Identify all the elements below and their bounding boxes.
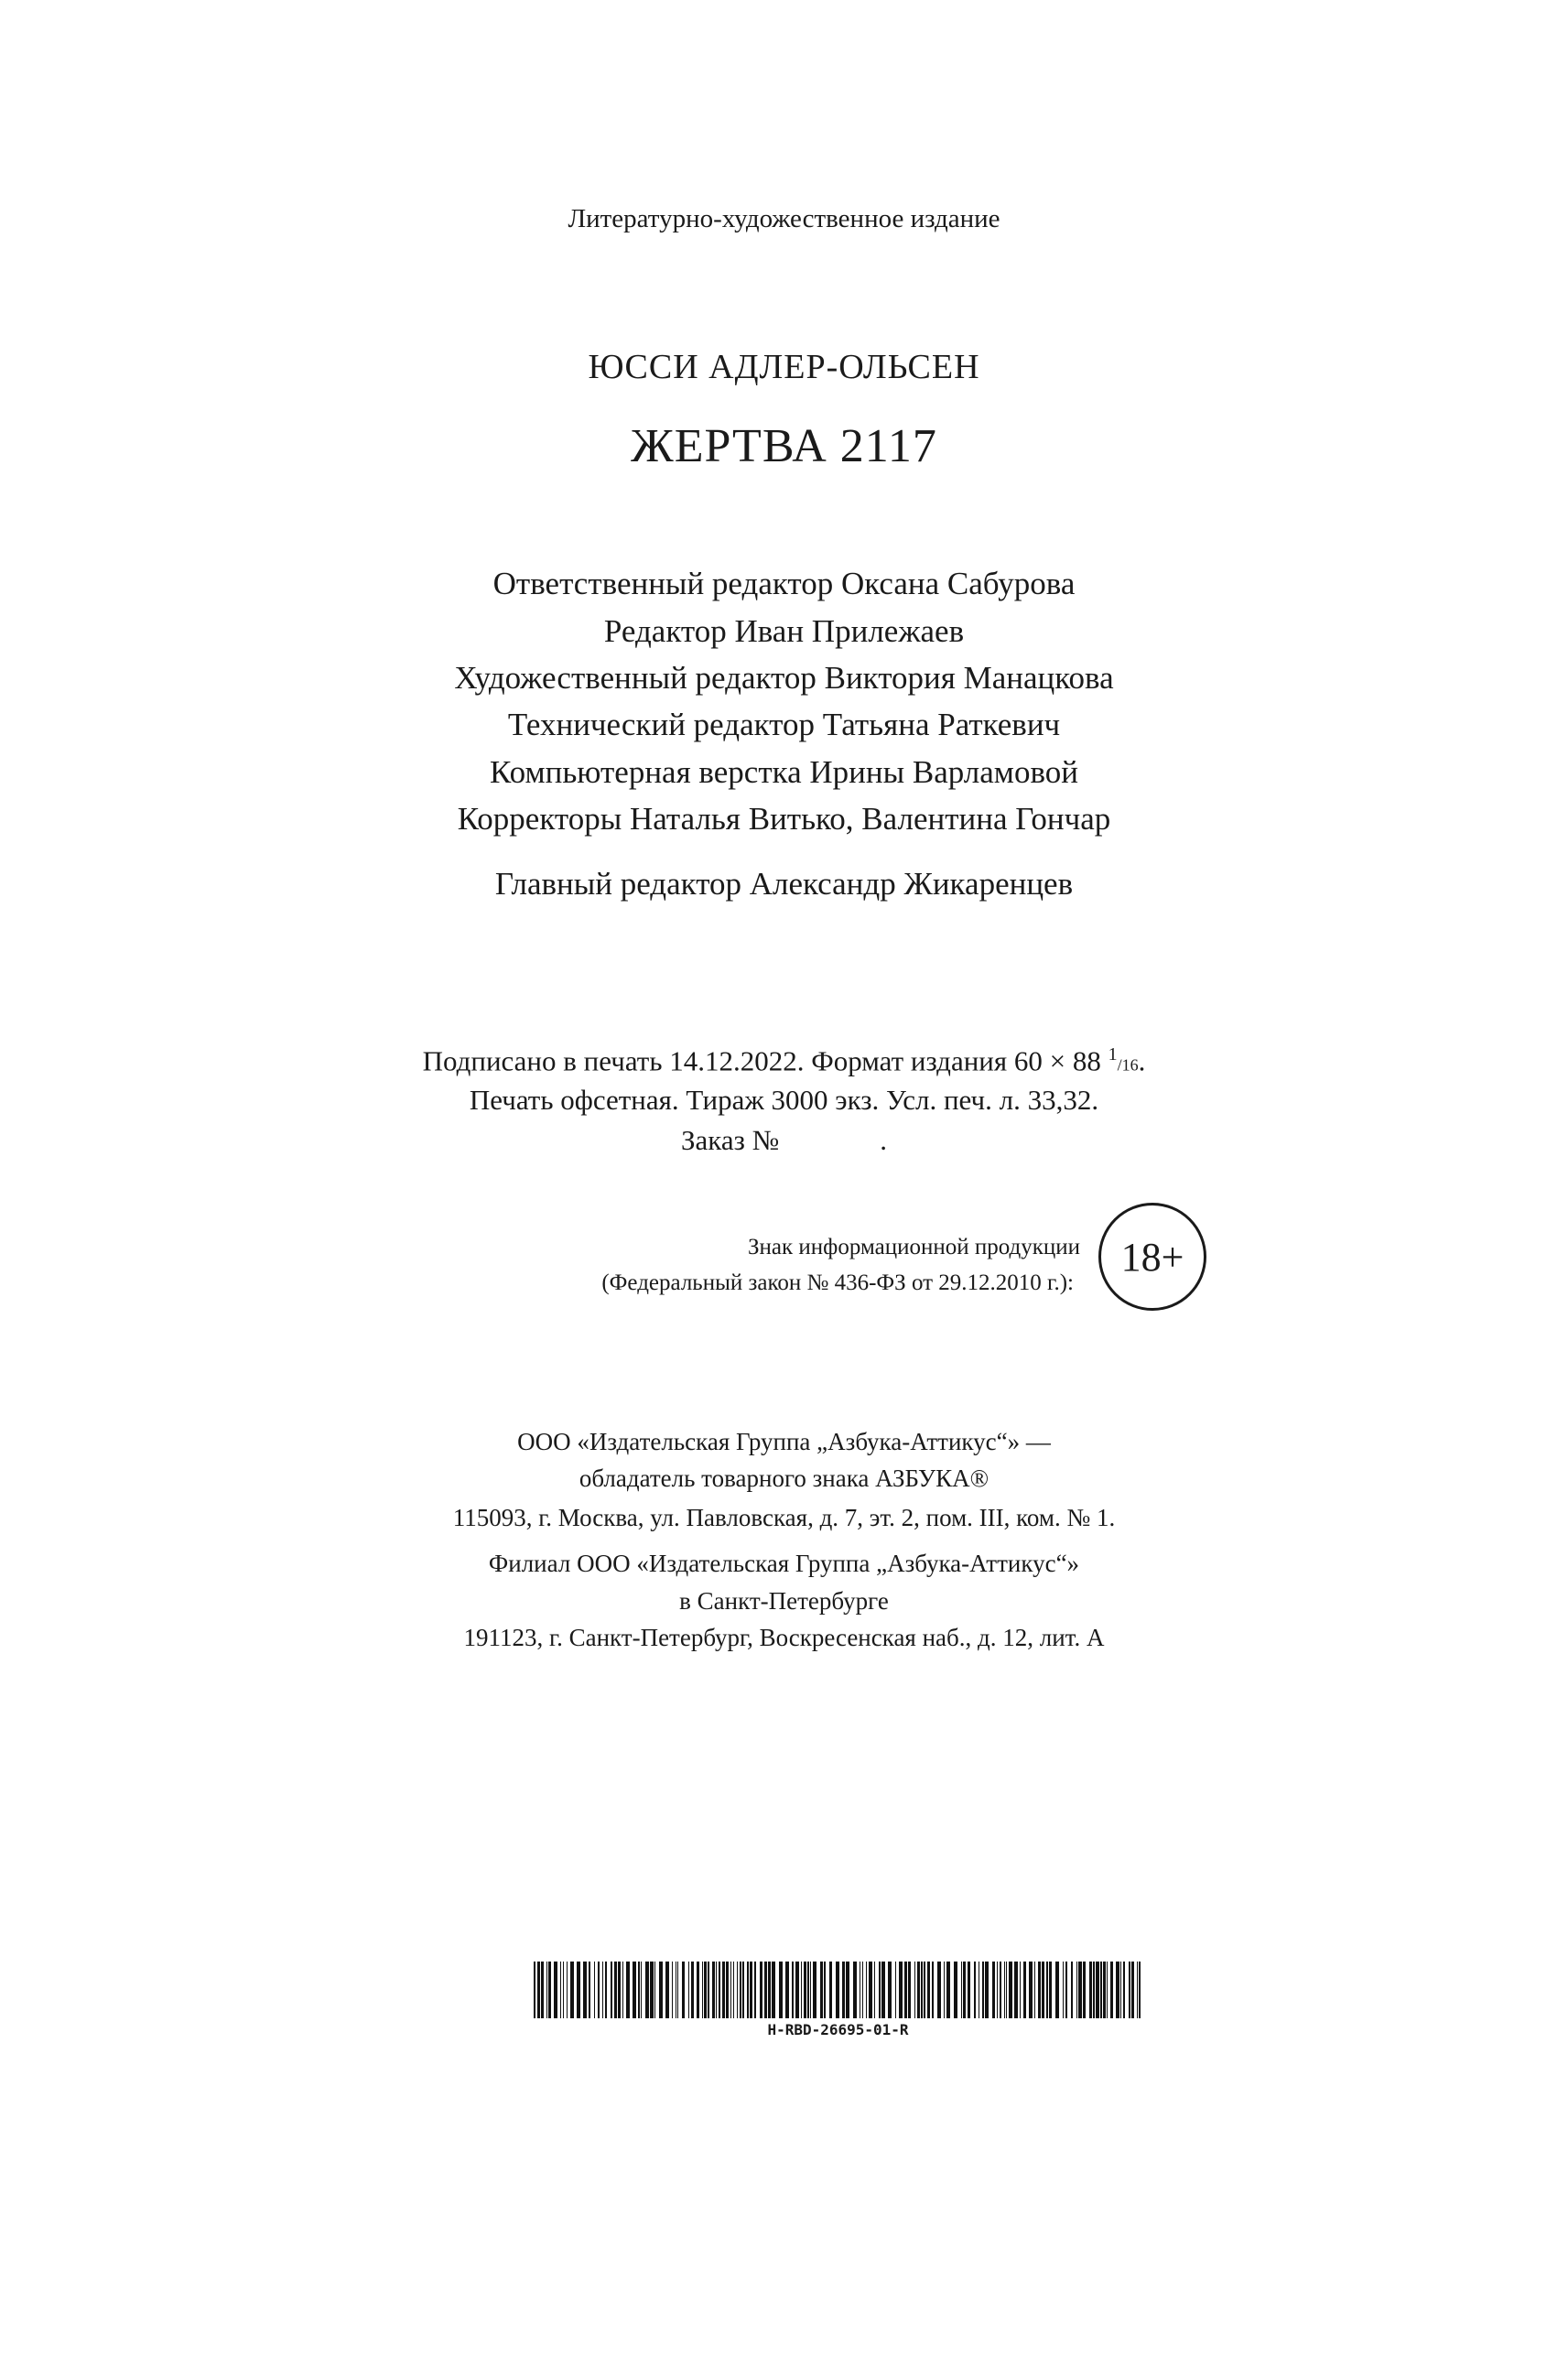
barcode-bar	[869, 1962, 872, 2018]
barcode-bar	[1020, 1962, 1021, 2018]
barcode-bar	[888, 1962, 892, 2018]
print-signed-line	[0, 1045, 1568, 1075]
barcode-bar	[567, 1962, 568, 2018]
barcode-bar	[795, 1962, 799, 2018]
barcode-bar	[614, 1962, 617, 2018]
barcode-bar	[645, 1962, 649, 2018]
barcode-bar	[899, 1962, 903, 2018]
order-number-line	[0, 1126, 1568, 1154]
staff-credit: Художественный редактор Виктория Манацкова	[454, 660, 1114, 696]
barcode-bar	[563, 1962, 564, 2018]
barcode-bar	[895, 1962, 896, 2018]
age-rating-text: 18+	[1120, 1234, 1184, 1280]
barcode-bar	[1049, 1962, 1052, 2018]
barcode-bar	[917, 1962, 920, 2018]
barcode-bar	[820, 1962, 823, 2018]
barcode-bar	[927, 1962, 930, 2018]
barcode-bar	[641, 1962, 642, 2018]
barcode-bar	[577, 1962, 580, 2018]
info-sign-label: Знак информационной продукции	[747, 1235, 1080, 1259]
barcode-bar	[1014, 1962, 1018, 2018]
staff-credit: Корректоры Наталья Витько, Валентина Гончар	[457, 801, 1111, 837]
barcode-bar	[682, 1962, 685, 2018]
barcode-bar	[611, 1962, 612, 2018]
barcode-bar	[688, 1962, 689, 2018]
barcode-bar	[560, 1962, 561, 2018]
barcode-bar	[842, 1962, 845, 2018]
barcode-bar	[754, 1962, 756, 2018]
barcode-bar	[1110, 1962, 1113, 2018]
barcode-bar	[1000, 1962, 1001, 2018]
barcode-bar	[764, 1962, 767, 2018]
barcode-bar	[654, 1962, 655, 2018]
barcode-bar	[570, 1962, 574, 2018]
barcode-bar	[1046, 1962, 1048, 2018]
barcode-bar	[1078, 1962, 1082, 2018]
barcode-bar	[772, 1962, 775, 2018]
barcode-bar	[968, 1962, 970, 2018]
barcode-bar	[589, 1962, 590, 2018]
info-sign-law: (Федеральный закон № 436-ФЗ от 29.12.2010 г.):	[601, 1270, 1074, 1295]
barcode-bar	[594, 1962, 595, 2018]
barcode-bar	[742, 1962, 744, 2018]
barcode-bar	[1139, 1962, 1141, 2018]
publisher-address: 115093, г. Москва, ул. Павловская, д. 7, эт. 2, пом. III, ком. № 1.	[452, 1504, 1116, 1531]
barcode-bar	[1004, 1962, 1005, 2018]
barcode-bar	[760, 1962, 762, 2018]
barcode-bar	[1083, 1962, 1086, 2018]
barcode-bar	[924, 1962, 925, 2018]
barcode-bar	[1100, 1962, 1102, 2018]
barcode-bar	[807, 1962, 809, 2018]
order-label: Заказ №	[681, 1124, 780, 1156]
barcode-bar	[932, 1962, 934, 2018]
barcode-code: H-RBD-26695-01-R	[767, 2021, 909, 2038]
barcode-bar	[1089, 1962, 1092, 2018]
publisher-line: обладатель товарного знака АЗБУКА®	[579, 1465, 989, 1492]
barcode-bar	[750, 1962, 752, 2018]
barcode-bar	[1063, 1962, 1064, 2018]
barcode-bar	[722, 1962, 725, 2018]
barcode-bar	[554, 1962, 557, 2018]
barcode-bar	[1137, 1962, 1138, 2018]
barcode-bar	[768, 1962, 771, 2018]
print-run-line: Печать офсетная. Тираж 3000 экз. Усл. печ. л. 33,32.	[469, 1084, 1099, 1116]
barcode-bar	[866, 1962, 867, 2018]
barcode-bar	[1055, 1962, 1059, 2018]
barcode-bar	[1093, 1962, 1095, 2018]
edition-type: Литературно-художественное издание	[568, 204, 1000, 233]
barcode-bar	[997, 1962, 998, 2018]
barcode-bar	[963, 1962, 966, 2018]
barcode-bar	[537, 1962, 540, 2018]
barcode-bar	[974, 1962, 976, 2018]
order-end: .	[880, 1124, 887, 1156]
barcode-bar	[813, 1962, 816, 2018]
barcode-bar	[914, 1962, 915, 2018]
publisher-line: ООО «Издательская Группа „Азбука-Аттикус“» —	[517, 1428, 1051, 1455]
barcode-bar	[1034, 1962, 1035, 2018]
barcode-bar	[1038, 1962, 1041, 2018]
barcode-bar	[961, 1962, 962, 2018]
barcode-bar	[810, 1962, 811, 2018]
book-author: ЮССИ АДЛЕР-ОЛЬСЕН	[588, 348, 980, 386]
barcode-bar	[704, 1962, 707, 2018]
barcode-bar	[677, 1962, 678, 2018]
barcode-bar	[548, 1962, 551, 2018]
barcode-bar	[904, 1962, 907, 2018]
barcode-bar	[541, 1962, 544, 2018]
barcode-bar	[824, 1962, 826, 2018]
barcode-bar	[829, 1962, 832, 2018]
barcode-bar	[1107, 1962, 1108, 2018]
barcode-bar	[1116, 1962, 1119, 2018]
barcode-bar	[879, 1962, 881, 2018]
barcode-bar	[733, 1962, 734, 2018]
barcode-bar	[985, 1962, 989, 2018]
barcode-bar	[633, 1962, 636, 2018]
barcode-bar	[944, 1962, 945, 2018]
book-title: ЖЕРТВА 2117	[631, 420, 937, 472]
barcode-bar	[650, 1962, 654, 2018]
barcode-bar	[1120, 1962, 1121, 2018]
barcode-bar	[946, 1962, 950, 2018]
barcode-bar	[801, 1962, 802, 2018]
barcode-bar	[954, 1962, 957, 2018]
barcode-bar	[1023, 1962, 1026, 2018]
staff-credit: Редактор Иван Прилежаев	[603, 613, 965, 649]
barcode-bar	[747, 1962, 749, 2018]
format-numerator: 1	[1108, 1044, 1118, 1065]
barcode-bar	[881, 1962, 885, 2018]
barcode-bar	[1123, 1962, 1125, 2018]
barcode-bar	[618, 1962, 621, 2018]
barcode-bar	[1131, 1962, 1134, 2018]
barcode-bar	[853, 1962, 857, 2018]
barcode-bar	[659, 1962, 663, 2018]
barcode-bar	[622, 1962, 623, 2018]
staff-credit: Ответственный редактор Оксана Сабурова	[492, 566, 1076, 601]
barcode-bar	[874, 1962, 875, 2018]
barcode-bar	[937, 1962, 941, 2018]
age-rating-badge	[1098, 1203, 1206, 1311]
barcode-bar	[583, 1962, 587, 2018]
branch-address: 191123, г. Санкт-Петербург, Воскресенская наб., д. 12, лит. А	[463, 1624, 1105, 1651]
barcode-bar	[862, 1962, 863, 2018]
barcode-bar	[1071, 1962, 1073, 2018]
barcode-bar	[691, 1962, 694, 2018]
barcode-bar	[638, 1962, 640, 2018]
print-signed-text: Подписано в печать 14.12.2022. Формат издания 60 × 88	[422, 1044, 1108, 1077]
barcode-bar	[921, 1962, 923, 2018]
barcode-bar	[730, 1962, 731, 2018]
barcode-bar	[602, 1962, 603, 2018]
staff-credit: Компьютерная верстка Ирины Варламовой	[490, 754, 1078, 790]
barcode-bar	[982, 1962, 984, 2018]
barcode-bar	[605, 1962, 607, 2018]
barcode-bar	[908, 1962, 911, 2018]
barcode-bar	[546, 1962, 547, 2018]
branch-line: в Санкт-Петербурге	[679, 1587, 889, 1615]
print-signed-end: .	[1138, 1044, 1146, 1077]
barcode	[534, 1962, 1142, 2018]
barcode-bar	[1009, 1962, 1012, 2018]
barcode-bar	[1096, 1962, 1099, 2018]
barcode-bar	[626, 1962, 630, 2018]
barcode-bar	[785, 1962, 789, 2018]
barcode-bar	[672, 1962, 673, 2018]
barcode-bar	[779, 1962, 783, 2018]
barcode-bar	[697, 1962, 699, 2018]
barcode-bar	[846, 1962, 849, 2018]
staff-credit: Технический редактор Татьяна Раткевич	[507, 707, 1061, 742]
barcode-bar	[1006, 1962, 1007, 2018]
barcode-bar	[712, 1962, 715, 2018]
barcode-bar	[665, 1962, 669, 2018]
barcode-bar	[804, 1962, 806, 2018]
barcode-bar	[726, 1962, 729, 2018]
barcode-bar	[708, 1962, 709, 2018]
barcode-bar	[737, 1962, 738, 2018]
barcode-bar	[719, 1962, 720, 2018]
barcode-bar	[1042, 1962, 1044, 2018]
chief-editor-credit: Главный редактор Александр Жикаренцев	[494, 866, 1074, 902]
format-denominator: /16	[1117, 1055, 1139, 1075]
branch-line: Филиал ООО «Издательская Группа „Азбука-Аттикус“»	[488, 1550, 1080, 1577]
barcode-bar	[716, 1962, 717, 2018]
barcode-bar	[740, 1962, 741, 2018]
barcode-bar	[534, 1962, 535, 2018]
barcode-bar	[1076, 1962, 1077, 2018]
barcode-bar	[1103, 1962, 1106, 2018]
barcode-bar	[1129, 1962, 1130, 2018]
barcode-bar	[702, 1962, 703, 2018]
barcode-bar	[1029, 1962, 1033, 2018]
barcode-bar	[1065, 1962, 1067, 2018]
barcode-bar	[598, 1962, 600, 2018]
barcode-bar	[792, 1962, 794, 2018]
barcode-bar	[836, 1962, 839, 2018]
barcode-bar	[992, 1962, 995, 2018]
